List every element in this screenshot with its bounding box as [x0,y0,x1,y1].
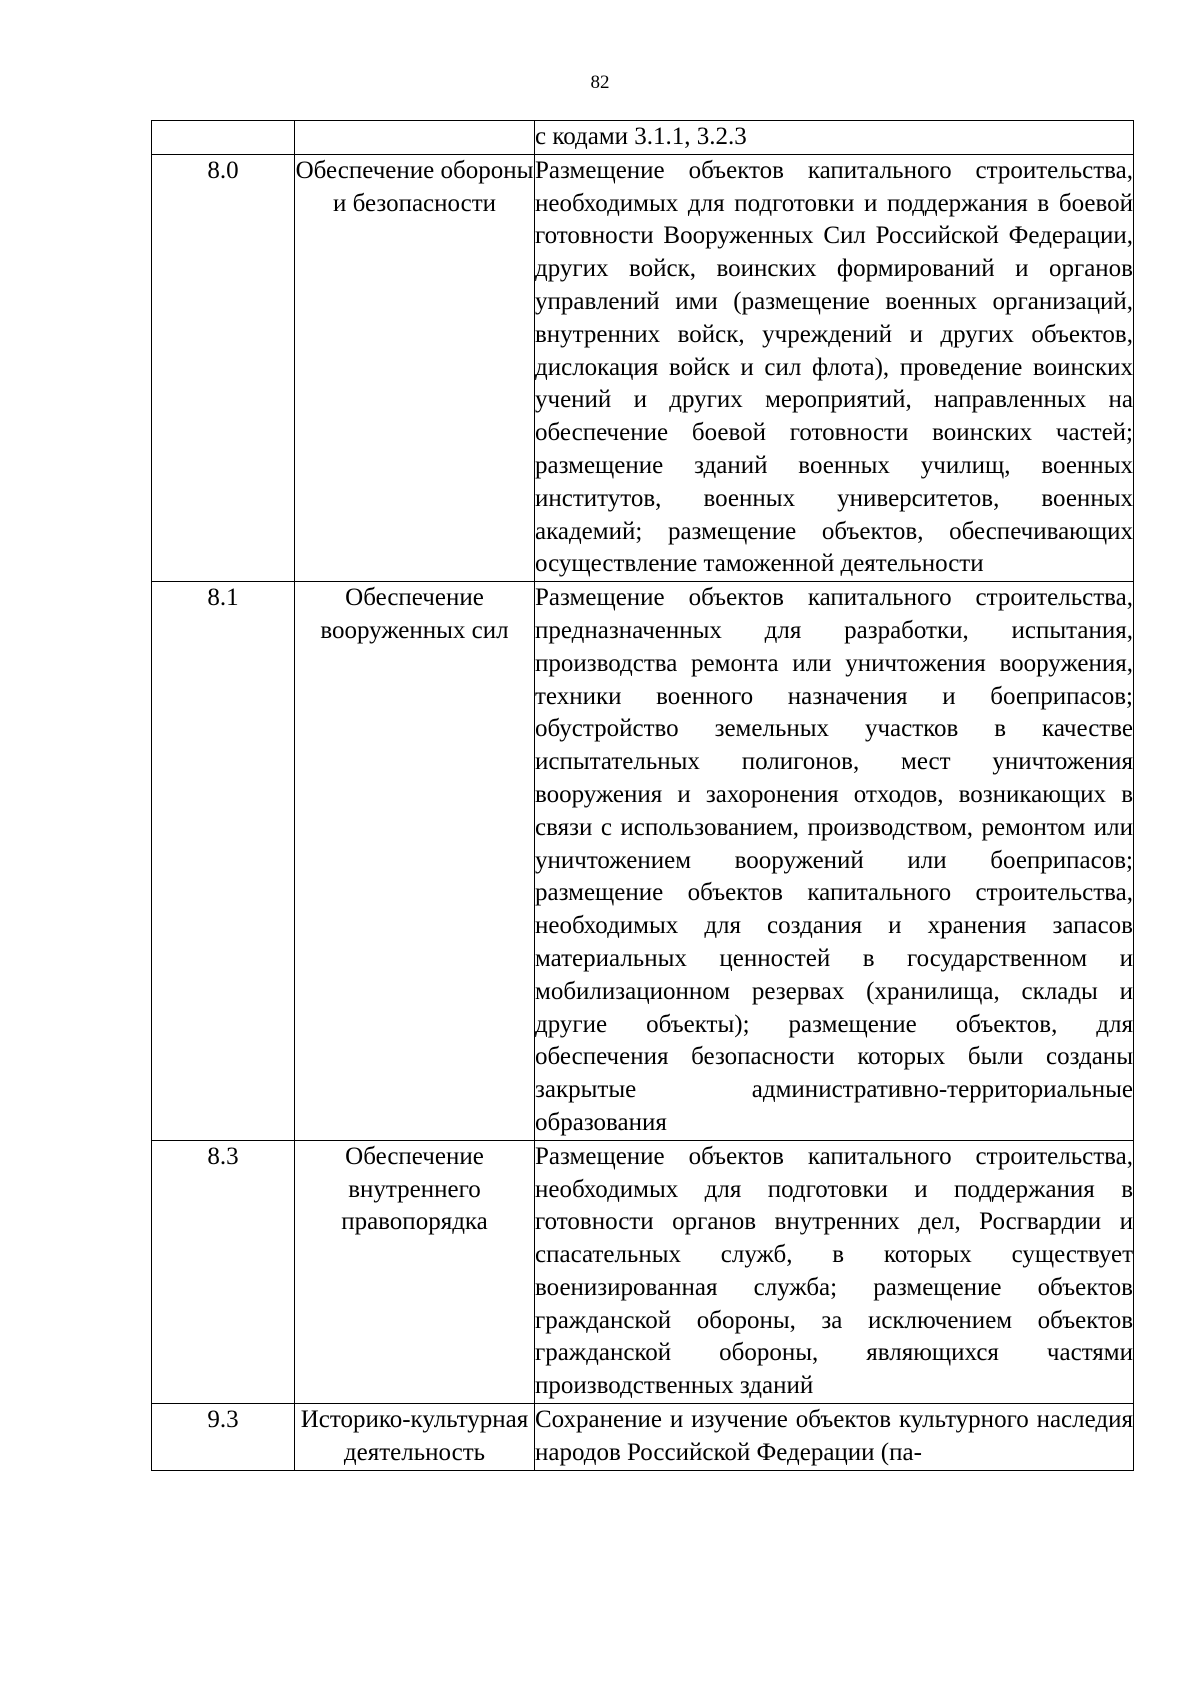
row-name: Обеспечение внутреннего правопорядка [295,1140,535,1403]
row-code: 8.0 [152,154,295,581]
table-row [152,121,1134,155]
table-row [152,154,1134,581]
table-row [152,1140,1134,1403]
row-name: Историко-культурная деятельность [295,1404,535,1471]
table-row [152,582,1134,1141]
row-description: Сохранение и изучение объектов культурного наследия народов Российской Федерации (па- [535,1404,1134,1471]
row-code: 8.3 [152,1140,295,1403]
page-number: 82 [590,72,610,93]
row-description: Размещение объектов капитального строительства, предназначенных для разработки, испытания, производства ремонта или уничтожения вооружения, техники военного назначения и боеприпасов; обустройство земельных участков в качестве испытательных полигонов, мест уничтожения вооружения и захоронения отходов, возникающих в связи с использованием, производством, ремонтом или уничтожением вооружений или боеприпасов; размещение объектов капитального строительства, необходимых для создания и хранения запасов материальных ценностей в государственном и мобилизационном резервах (хранилища, склады и другие объекты); размещение объектов, для обеспечения безопасности которых были созданы закрытые административно-территориальные образования [535,582,1134,1141]
row-code [152,121,295,155]
land-use-table [151,120,1134,1471]
table-row [152,1404,1134,1471]
row-code: 9.3 [152,1404,295,1471]
row-description: Размещение объектов капитального строительства, необходимых для подготовки и поддержания в готовности органов внутренних дел, Росгвардии и спасательных служб, в которых существует военизированная служба; размещение объектов гражданской обороны, за исключением объектов гражданской обороны, являющихся частями производственных зданий [535,1140,1134,1403]
row-code: 8.1 [152,582,295,1141]
row-description: с кодами 3.1.1, 3.2.3 [535,121,1134,155]
row-name: Обеспечение вооруженных сил [295,582,535,1141]
row-name [295,121,535,155]
row-name: Обеспечение обороны и безопасности [295,154,535,581]
row-description: Размещение объектов капитального строительства, необходимых для подготовки и поддержания в боевой готовности Вооруженных Сил Российской Федерации, других войск, воинских формирований и органов управлений ими (размещение военных организаций, внутренних войск, учреждений и других объектов, дислокация войск и сил флота), проведение воинских учений и других мероприятий, направленных на обеспечение боевой готовности воинских частей; размещение зданий военных училищ, военных институтов, военных университетов, военных академий; размещение объектов, обеспечивающих осуществление таможенной деятельности [535,154,1134,581]
